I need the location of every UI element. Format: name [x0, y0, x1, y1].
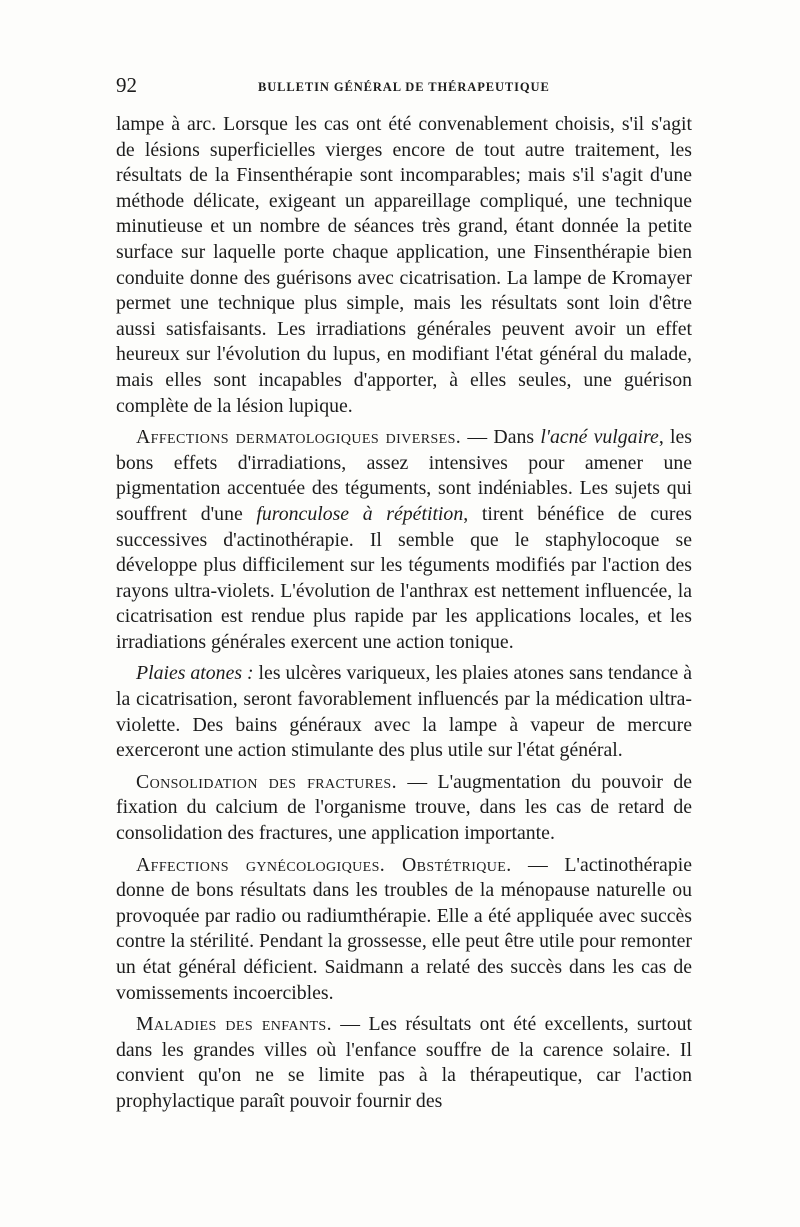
paragraph-text: — L'actinothérapie donne de bons résultats dans les troubles de la ménopause naturelle ou provoquée par radio ou radiumthérapie. Elle a été appliquée avec succès contre la stérilité. Pendant la grossesse, elle peut être utile pour remonter un état général déficient. Saidmann a relaté des succès dans les cas de vomissements incoercibles.: [116, 853, 692, 1004]
paragraph-children: [116, 1012, 692, 1114]
paragraph-text: , tirent bénéfice de cures successives d'actinothérapie. Il semble que le staphylocoque se développe plus difficilement sur les téguments modifiés par l'action des rayons ultra-violets. L'évolution de l'anthrax est nettement influencée, la cicatrisation est rendue plus rapide par les applications locales, et les irradiations générales exercent une action tonique.: [116, 502, 692, 653]
paragraph-text: lampe à arc. Lorsque les cas ont été convenablement choisis, s'il s'agit de lésions superficielles vierges encore de tout autre traitement, les résultats de la Finsenthérapie sont incomparables; mais s'il s'agit d'une méthode délicate, exigeant un appareillage compliqué, une technique minutieuse et un nombre de séances très grand, étant donnée la petite surface sur laquelle porte chaque application, une Finsenthérapie bien conduite donne des guérisons avec cicatrisation. La lampe de Kromayer permet une technique plus simple, mais les résultats sont loin d'être aussi satisfaisants. Les irradiations générales peuvent avoir un effet heureux sur l'évolution du lupus, en modifiant l'état général du malade, mais elles sont incapables d'apporter, à elles seules, une guérison complète de la lésion lupique.: [116, 113, 692, 417]
body-text: [116, 112, 692, 1121]
page-number: 92: [116, 73, 137, 97]
paragraph-text: — Les résultats ont été excellents, surtout dans les grandes villes où l'enfance souffre de la carence solaire. Il convient qu'on ne se limite pas à la thérapeutique, car l'action prophylactique paraît pouvoir fournir des: [116, 1013, 693, 1112]
paragraph-text: — Dans: [461, 426, 541, 449]
italic-term-acne: l'acné vulgaire: [540, 426, 659, 449]
paragraph-text: — L'augmentation du pouvoir de fixation du calcium de l'organisme trouve, dans les cas de retard de consolidation des fractures, une application importante.: [116, 770, 693, 845]
paragraph-fractures: [116, 770, 692, 847]
section-heading-enfants: Maladies des enfants.: [136, 1013, 332, 1036]
paragraph-text: , les bons effets d'irradiations, assez intensives pour amener une pigmentation accentuée des téguments, sont indéniables. Les sujets qui souffrent d'une: [116, 426, 692, 525]
paragraph-dermatological-affections: [116, 425, 692, 655]
section-heading-gynecologiques: Affections gynécologiques. Obstétrique.: [136, 853, 512, 876]
paragraph-lupus-treatment: [116, 112, 692, 419]
running-title: BULLETIN GÉNÉRAL DE THÉRAPEUTIQUE: [258, 80, 550, 94]
paragraph-text: les ulcères variqueux, les plaies atones sans tendance à la cicatrisation, seront favorablement influencés par la médication ultra-violette. Des bains généraux avec la lampe à vapeur de mercure exerceront une action stimulante des plus utile sur l'état général.: [116, 662, 692, 762]
section-heading-dermatologiques: Affections dermatologiques diverses.: [136, 426, 462, 449]
page-header: [116, 72, 692, 100]
section-heading-fractures: Consolidation des fractures.: [136, 770, 397, 793]
paragraph-plaies-atones: [116, 661, 692, 763]
italic-heading-plaies-atones: Plaies atones :: [136, 662, 254, 685]
paragraph-gynecological: [116, 853, 692, 1007]
italic-term-furonculose: furonculose à répétition: [256, 502, 464, 525]
